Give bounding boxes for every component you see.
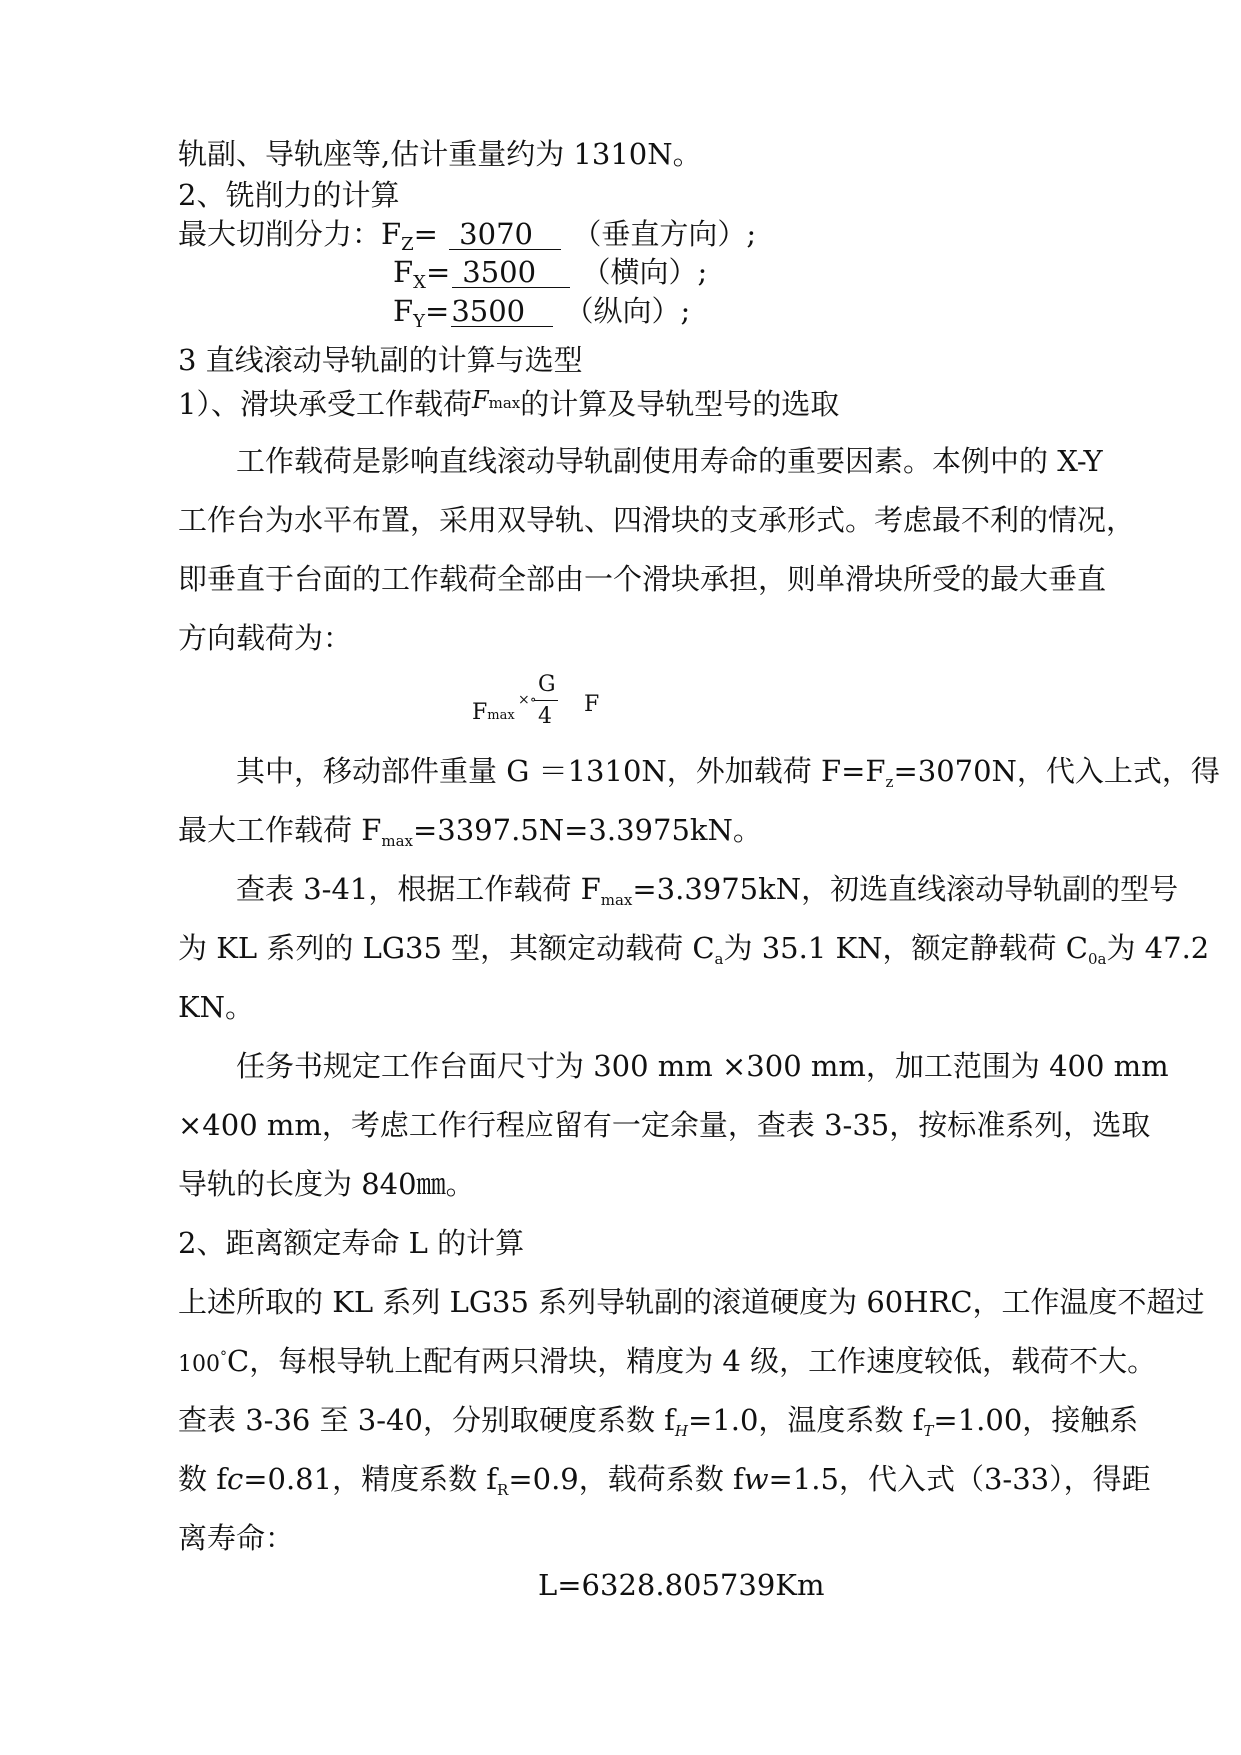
paragraph-line: ×400 mm，考虑工作行程应留有一定余量，查表 3-35，按标准系列，选取 [178, 1108, 1151, 1142]
section-heading: 2、铣削力的计算 [178, 178, 400, 212]
fraction-bar [534, 700, 558, 701]
paragraph-line: 工作载荷是影响直线滚动导轨副使用寿命的重要因素。本例中的 X-Y [236, 444, 1103, 478]
paragraph-line: 其中，移动部件重量 G ＝1310N，外加载荷 $F=F_z=3070N$，代入上式，得 [236, 754, 1220, 791]
section-heading: 3 直线滚动导轨副的计算与选型 [178, 343, 583, 377]
force-fy-line: $F_Y=3500$ （纵向）; [393, 294, 691, 332]
paragraph-line: 任务书规定工作台面尺寸为 300 mm ×300 mm，加工范围为 400 mm [236, 1049, 1169, 1083]
fx-value: 3500 [452, 258, 570, 288]
paragraph-line: 为 KL 系列的 LG35 型，其额定动载荷 $C_a$为 35.1 KN，额定静载荷 $C_{0a}$为 47.2 [178, 931, 1210, 968]
paragraph-line: 方向载荷为： [178, 621, 353, 655]
force-fx-line: $F_X= 3500$ （横向）; [393, 255, 708, 293]
fz-value: 3070 [449, 220, 561, 250]
force-fz-line: 最大切削分力：$F_Z= 3070$ （垂直方向）; [178, 217, 757, 255]
paragraph-line: 工作台为水平布置，采用双导轨、四滑块的支承形式。考虑最不利的情况， [178, 503, 1136, 537]
paragraph-line: 最大工作载荷 $F_{max}=3397.5N=3.3975kN$。 [178, 813, 762, 850]
subsection-heading: 1）、滑块承受工作载荷$^{Fmax}$的计算及导轨型号的选取 [178, 386, 840, 421]
text-line: 轨副、导轨座等,估计重量约为 1310N。 [178, 137, 702, 171]
fmax-formula: Fmax ×∘ G 4 F [472, 672, 600, 729]
paragraph-line: 数 fc=0.81，精度系数 $f_R=0.9$，载荷系数 fw=1.5，代入式（3-33），得距 [178, 1462, 1151, 1499]
paragraph-line: 即垂直于台面的工作载荷全部由一个滑块承担，则单滑块所受的最大垂直 [178, 562, 1107, 596]
result-formula: L=6328.805739Km [538, 1568, 825, 1602]
section-heading: 2、距离额定寿命 L 的计算 [178, 1226, 525, 1260]
paragraph-line: 离寿命： [178, 1521, 295, 1555]
paragraph-line: 查表 3-41，根据工作载荷 $F_{max}=3.3975kN$，初选直线滚动导轨副的型号 [236, 872, 1179, 909]
paragraph-line: 100°C，每根导轨上配有两只滑块，精度为 4 级，工作速度较低，载荷不大。 [178, 1344, 1157, 1378]
paragraph-line: 查表 3-36 至 3-40，分别取硬度系数 $f_H=1.0$，温度系数 $f_T=1.00$，接触系 [178, 1403, 1139, 1440]
paragraph-line: 导轨的长度为 840㎜。 [178, 1167, 475, 1201]
fy-value: 3500 [451, 297, 553, 327]
paragraph-line: KN。 [178, 990, 255, 1024]
paragraph-line: 上述所取的 KL 系列 LG35 系列导轨副的滚道硬度为 60HRC，工作温度不超过 [178, 1285, 1205, 1319]
